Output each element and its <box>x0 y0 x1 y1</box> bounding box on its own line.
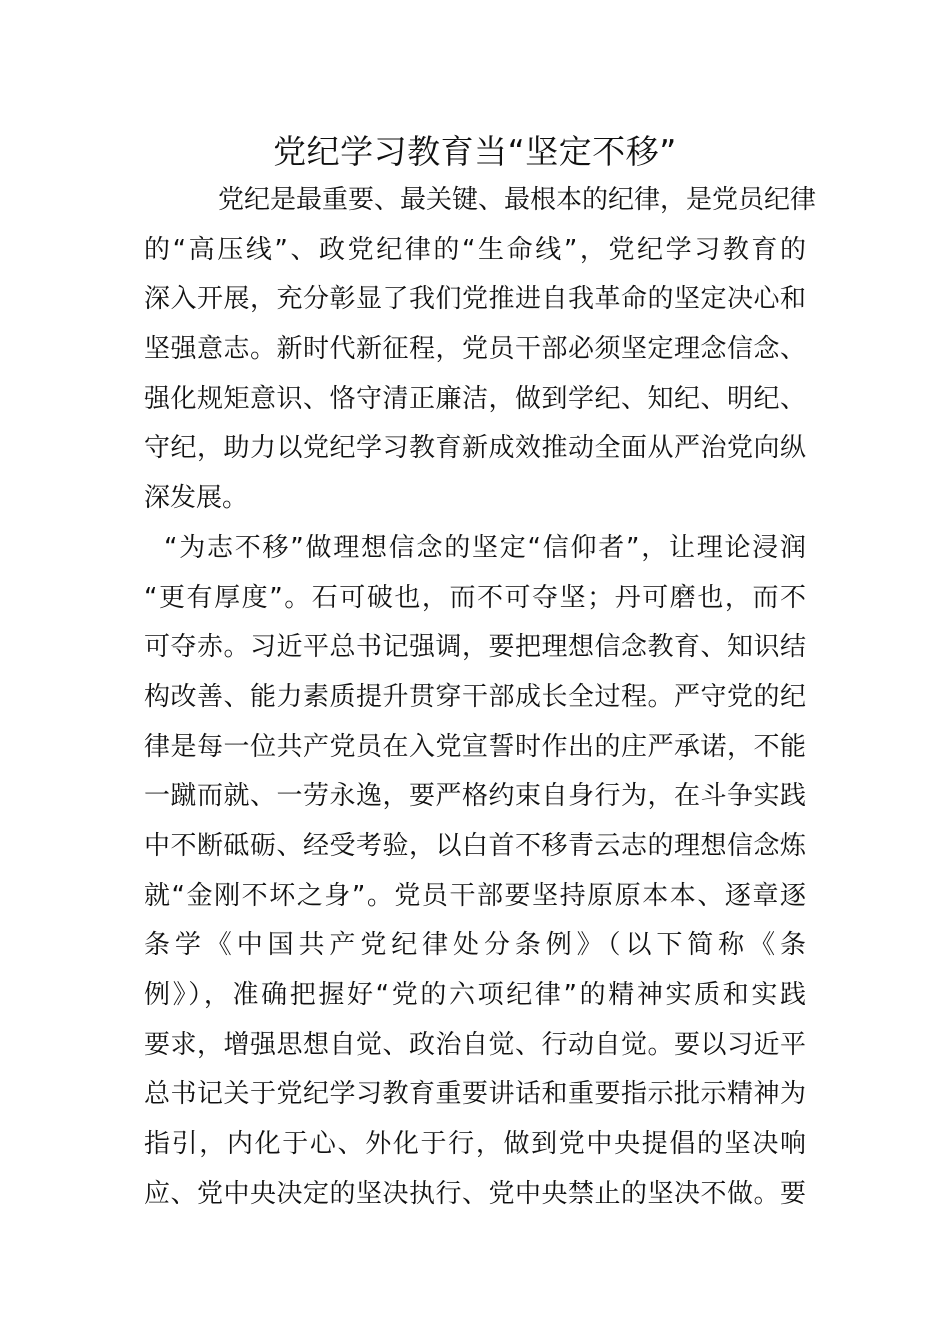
paragraph-1-line-5: 强化规矩意识、恪守清正廉洁，做到学纪、知纪、明纪、 <box>144 383 806 414</box>
paragraph-2-line-8: 就“金刚不坏之身”。党员干部要坚持原原本本、逐章逐 <box>144 880 806 911</box>
paragraph-2-line-5: 律是每一位共产党员在入党宣誓时作出的庄严承诺，不能 <box>144 731 806 762</box>
paragraph-2-line-10: 例》），准确把握好“党的六项纪律”的精神实质和实践 <box>144 980 806 1010</box>
paragraph-2-line-2: “更有厚度”。石可破也，而不可夺坚；丹可磨也，而不 <box>144 582 806 613</box>
paragraph-1-line-6: 守纪，助力以党纪学习教育新成效推动全面从严治党向纵 <box>144 433 806 464</box>
paragraph-1-line-1: 党纪是最重要、最关键、最根本的纪律，是党员纪律 <box>218 185 817 215</box>
paragraph-2-line-7: 中不断砥砺、经受考验，以白首不移青云志的理想信念炼 <box>144 830 806 861</box>
paragraph-1-line-3: 深入开展，充分彰显了我们党推进自我革命的坚定决心和 <box>144 284 806 315</box>
paragraph-2-line-1: “为志不移”做理想信念的坚定“信仰者”，让理论浸润 <box>164 532 806 563</box>
paragraph-2-line-4: 构改善、能力素质提升贯穿干部成长全过程。严守党的纪 <box>144 681 806 712</box>
document-body <box>144 176 817 1219</box>
paragraph-2-line-14: 应、党中央决定的坚决执行、党中央禁止的坚决不做。要 <box>144 1178 806 1209</box>
paragraph-2-line-12: 总书记关于党纪学习教育重要讲话和重要指示批示精神为 <box>144 1079 806 1110</box>
paragraph-2-line-13: 指引，内化于心、外化于行，做到党中央提倡的坚决响 <box>144 1129 806 1160</box>
paragraph-2-line-11: 要求，增强思想自觉、政治自觉、行动自觉。要以习近平 <box>144 1029 806 1060</box>
document-title: 党纪学习教育当“坚定不移” <box>273 132 677 171</box>
paragraph-2-line-9: 条学《中国共产党纪律处分条例》（以下简称《条 <box>144 930 806 961</box>
paragraph-2-line-6: 一蹴而就、一劳永逸，要严格约束自身行为，在斗争实践 <box>144 781 806 812</box>
paragraph-2-line-3: 可夺赤。习近平总书记强调，要把理想信念教育、知识结 <box>144 632 806 663</box>
paragraph-1-line-2: 的“高压线”、政党纪律的“生命线”，党纪学习教育的 <box>144 234 806 265</box>
paragraph-1-line-4: 坚强意志。新时代新征程，党员干部必须坚定理念信念、 <box>144 334 806 365</box>
paragraph-1-line-7: 深发展。 <box>144 483 249 514</box>
